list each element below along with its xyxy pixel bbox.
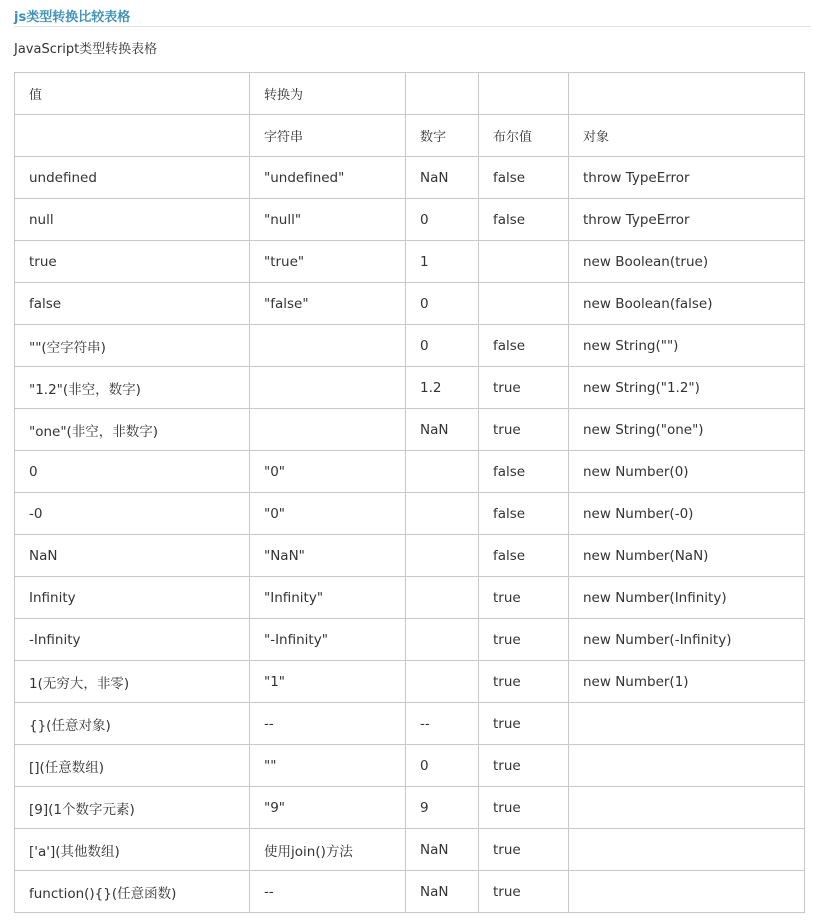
table-row	[15, 745, 805, 787]
table-cell: 0	[406, 325, 479, 367]
header-cell: 布尔值	[479, 115, 569, 157]
table-cell: true	[479, 703, 569, 745]
table-cell: Infinity	[15, 577, 250, 619]
table-row	[15, 535, 805, 577]
table-cell: "null"	[250, 199, 406, 241]
table-cell: ""(空字符串)	[15, 325, 250, 367]
table-cell: 9	[406, 787, 479, 829]
table-cell: 1	[406, 241, 479, 283]
table-cell: true	[479, 367, 569, 409]
table-cell: new String("one")	[569, 409, 805, 451]
table-cell: false	[479, 325, 569, 367]
table-row	[15, 829, 805, 871]
table-cell: 0	[406, 199, 479, 241]
table-row	[15, 325, 805, 367]
table-cell: --	[250, 871, 406, 913]
table-cell: "false"	[250, 283, 406, 325]
table-cell: false	[15, 283, 250, 325]
table-cell	[569, 703, 805, 745]
table-cell: ['a'](其他数组)	[15, 829, 250, 871]
table-cell: function(){}(任意函数)	[15, 871, 250, 913]
table-cell: new Number(Infinity)	[569, 577, 805, 619]
table-cell	[406, 535, 479, 577]
table-row	[15, 619, 805, 661]
table-cell: "Infinity"	[250, 577, 406, 619]
table-cell: 0	[406, 283, 479, 325]
type-conversion-table	[14, 72, 805, 913]
table-cell: true	[479, 829, 569, 871]
table-cell	[569, 745, 805, 787]
table-cell: true	[15, 241, 250, 283]
table-cell: true	[479, 577, 569, 619]
table-row	[15, 787, 805, 829]
table-cell	[406, 493, 479, 535]
table-cell: "0"	[250, 451, 406, 493]
table-cell	[406, 577, 479, 619]
table-cell: 1(无穷大，非零)	[15, 661, 250, 703]
table-cell: true	[479, 871, 569, 913]
table-cell: "9"	[250, 787, 406, 829]
table-row	[15, 367, 805, 409]
table-cell: new Boolean(true)	[569, 241, 805, 283]
table-cell: true	[479, 409, 569, 451]
table-cell: NaN	[406, 871, 479, 913]
header-row-2	[15, 115, 805, 157]
table-cell: -Infinity	[15, 619, 250, 661]
header-cell: 转换为	[250, 73, 406, 115]
table-row	[15, 577, 805, 619]
table-cell	[569, 787, 805, 829]
table-cell	[406, 619, 479, 661]
table-cell: 使用join()方法	[250, 829, 406, 871]
table-cell: true	[479, 619, 569, 661]
table-cell	[406, 451, 479, 493]
table-cell	[479, 283, 569, 325]
table-cell: new Boolean(false)	[569, 283, 805, 325]
header-cell: 值	[15, 73, 250, 115]
table-cell: undefined	[15, 157, 250, 199]
table-cell: true	[479, 745, 569, 787]
header-cell: 字符串	[250, 115, 406, 157]
header-cell: 对象	[569, 115, 805, 157]
table-cell: new Number(0)	[569, 451, 805, 493]
table-row	[15, 493, 805, 535]
table-cell: --	[250, 703, 406, 745]
header-cell	[406, 73, 479, 115]
table-cell: NaN	[406, 829, 479, 871]
table-caption: JavaScript类型转换表格	[14, 42, 158, 57]
table-cell: new String("")	[569, 325, 805, 367]
table-cell	[250, 409, 406, 451]
table-cell: 0	[406, 745, 479, 787]
table-cell: NaN	[15, 535, 250, 577]
table-row	[15, 241, 805, 283]
table-cell: "1"	[250, 661, 406, 703]
table-cell: NaN	[406, 409, 479, 451]
header-cell	[479, 73, 569, 115]
table-cell: [](任意数组)	[15, 745, 250, 787]
table-cell	[569, 871, 805, 913]
table-cell: NaN	[406, 157, 479, 199]
table-row	[15, 703, 805, 745]
header-cell	[569, 73, 805, 115]
table-row	[15, 871, 805, 913]
header-cell: 数字	[406, 115, 479, 157]
table-cell: new Number(-Infinity)	[569, 619, 805, 661]
table-row	[15, 199, 805, 241]
table-cell: -0	[15, 493, 250, 535]
table-cell: new Number(1)	[569, 661, 805, 703]
table-cell: new String("1.2")	[569, 367, 805, 409]
table-cell	[250, 325, 406, 367]
table-cell: 0	[15, 451, 250, 493]
table-cell: null	[15, 199, 250, 241]
header-cell	[15, 115, 250, 157]
table-cell: false	[479, 535, 569, 577]
table-cell: "NaN"	[250, 535, 406, 577]
table-cell: "0"	[250, 493, 406, 535]
table-cell: false	[479, 451, 569, 493]
table-cell: "one"(非空，非数字)	[15, 409, 250, 451]
table-row	[15, 661, 805, 703]
table-cell: new Number(NaN)	[569, 535, 805, 577]
table-cell: throw TypeError	[569, 199, 805, 241]
table-cell: true	[479, 661, 569, 703]
table-cell: "1.2"(非空，数字)	[15, 367, 250, 409]
table-body	[15, 73, 805, 913]
table-cell: {}(任意对象)	[15, 703, 250, 745]
table-row	[15, 283, 805, 325]
table-cell: 1.2	[406, 367, 479, 409]
table-cell: ""	[250, 745, 406, 787]
table-row	[15, 157, 805, 199]
header-row-1	[15, 73, 805, 115]
section-heading	[14, 6, 811, 27]
table-cell	[479, 241, 569, 283]
table-row	[15, 451, 805, 493]
table-cell: "true"	[250, 241, 406, 283]
table-cell: "undefined"	[250, 157, 406, 199]
table-row	[15, 409, 805, 451]
section-heading-text: js类型转换比较表格	[14, 10, 131, 25]
table-cell: new Number(-0)	[569, 493, 805, 535]
table-cell	[406, 661, 479, 703]
table-cell: true	[479, 787, 569, 829]
table-cell: [9](1个数字元素)	[15, 787, 250, 829]
table-cell: --	[406, 703, 479, 745]
table-cell: throw TypeError	[569, 157, 805, 199]
table-cell: "-Infinity"	[250, 619, 406, 661]
table-cell	[569, 829, 805, 871]
table-cell	[250, 367, 406, 409]
table-cell: false	[479, 199, 569, 241]
table-cell: false	[479, 493, 569, 535]
table-cell: false	[479, 157, 569, 199]
